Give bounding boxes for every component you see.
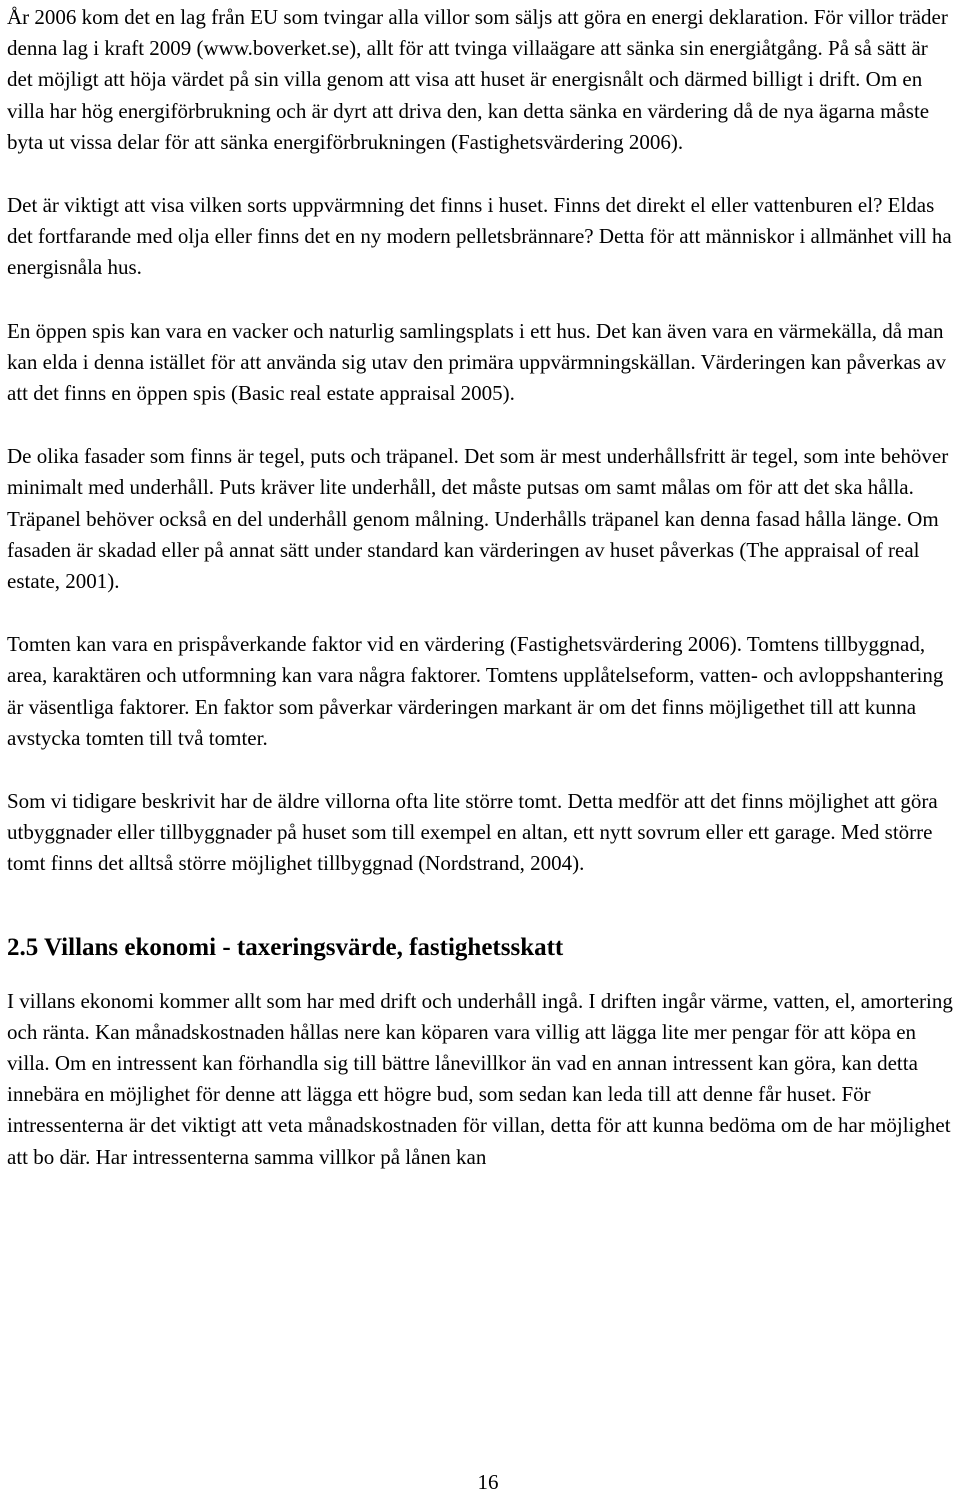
paragraph-facades: De olika fasader som finns är tegel, puts och träpanel. Det som är mest underhållsfritt är tegel, som inte behöver minimalt med underhåll. Puts kräver lite underhåll, det måste putsas om samt målas om för att det ska hålla. Träpanel behöver också en del underhåll genom målning. Underhålls träpanel kan denna fasad hålla länge. Om fasaden är skadad eller på annat sätt under standard kan värderingen av huset påverkas (The appraisal of real estate, 2001).: [7, 444, 949, 594]
document-page: [7, 0, 957, 1205]
paragraph-fireplace: En öppen spis kan vara en vacker och naturlig samlingsplats i ett hus. Det kan även vara en värmekälla, då man kan elda i denna istället för att använda sig utav den primära uppvärmningskällan. Värderingen kan påverkas av att det finns en öppen spis (Basic real estate appraisal 2005).: [7, 318, 947, 406]
paragraph-energy-declaration: År 2006 kom det en lag från EU som tvingar alla villor som säljs att göra en energi deklaration. För villor träder denna lag i kraft 2009 (www.boverket.se), allt för att tvinga villaägare att sänka sin energiåtgång. På så sätt är det möjligt att höja värdet på sin villa genom att visa att huset är energisnålt och därmed billigt i drift. Om en villa har hög energiförbrukning och är dyrt att driva den, kan detta sänka en värdering då de nya ägarna måste byta ut vissa delar för att sänka energiförbrukningen (Fastighetsvärdering 2006).: [7, 5, 948, 154]
paragraph-larger-plot: Som vi tidigare beskrivit har de äldre villorna ofta lite större tomt. Detta medför att det finns möjlighet att göra utbyggnader eller tillbyggnader på huset som till exempel en altan, ett nytt sovrum eller ett garage. Med större tomt finns det alltså större möjlighet tillbyggnad (Nordstrand, 2004).: [7, 789, 938, 876]
paragraph-villa-economy: I villans ekonomi kommer allt som har med drift och underhåll ingå. I driften ingår värme, vatten, el, amortering och ränta. Kan månadskostnaden hållas nere kan köparen vara villig att lägga lite mer pengar för att köpa en villa. Om en intressent kan förhandla sig till bättre lånevillkor än vad en annan intressent kan göra, kan detta innebära en möjlighet för denne att lägga ett högre bud, som sedan kan leda till att denne får huset. För intressenterna är det viktigt att veta månadskostnaden för villan, detta för att kunna bedöma om de har möjlighet att bo där. Har intressenterna samma villkor på lånen kan: [7, 988, 953, 1169]
paragraph-plot: Tomten kan vara en prispåverkande faktor vid en värdering (Fastighetsvärdering 2006). Tomtens tillbyggnad, area, karaktären och utformning kan vara några faktorer. Tomtens upplåtelseform, vatten- och avloppshantering är väsentliga faktorer. En faktor som påverkar värderingen markant är om det finns möjligethet till att kunna avstycka tomten till två tomter.: [7, 632, 944, 750]
page-number: 16: [477, 1470, 499, 1494]
paragraph-heating: Det är viktigt att visa vilken sorts uppvärmning det finns i huset. Finns det direkt el eller vattenburen el? Eldas det fortfarande med olja eller finns det en ny modern pelletsbrännare? Detta för att människor i allmänhet vill ha energisnåla hus.: [7, 193, 952, 280]
section-heading: 2.5 Villans ekonomi - taxeringsvärde, fastighetsskatt: [7, 933, 564, 961]
